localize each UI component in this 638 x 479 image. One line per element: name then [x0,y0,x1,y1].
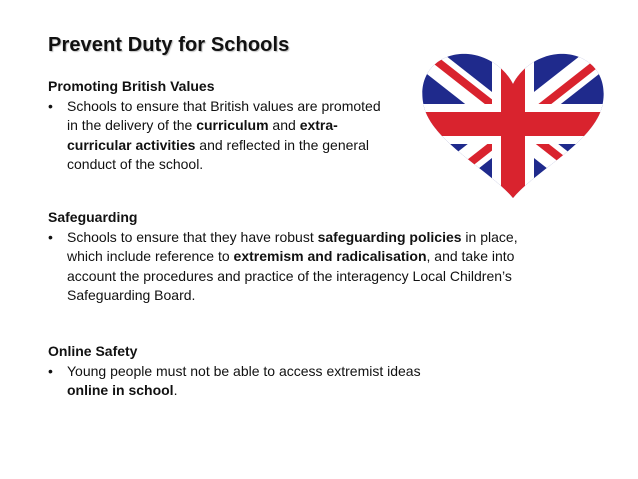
bold-run: safeguarding policies [317,228,462,245]
bullet-item [48,362,428,401]
section-safeguarding [48,208,548,306]
bullet-mark: • [48,362,53,379]
text-run: Young people must not be able to access extremist ideas [67,362,421,379]
text-run: . [173,382,178,398]
bold-run: curriculum [196,117,269,133]
bullet-mark: • [48,97,53,114]
slide-title: Prevent Duty for Schools [48,34,290,56]
bullet-item [48,228,548,306]
text-run: and reflected in the general conduct of the school. [67,136,369,172]
text-run: Schools to ensure that British values are promoted in the delivery of the [67,97,381,133]
section-british-values [48,77,393,175]
section-heading: Safeguarding [48,209,138,225]
section-heading: Online Safety [48,343,138,359]
text-run: and [268,117,300,133]
text-run: , and take into account the procedures and practice of the interagency Local Children’s Safeguarding Board. [67,248,515,303]
bold-run: extra-curricular activities [67,117,338,153]
section-heading: Promoting British Values [48,78,215,94]
bullet-text [67,363,421,399]
bullet-text [67,98,381,173]
bullet-item [48,97,393,175]
text-run: Schools to ensure that they have robust [67,228,318,245]
bold-run: extremism and radicalisation [233,248,427,264]
text-run: in place, which include reference to [67,228,518,264]
bullet-mark: • [48,228,53,245]
red-cross [420,112,606,136]
bold-run: online in school [67,382,174,398]
section-online-safety [48,342,428,401]
bullet-text [67,229,518,304]
union-jack-heart-icon [420,52,606,198]
